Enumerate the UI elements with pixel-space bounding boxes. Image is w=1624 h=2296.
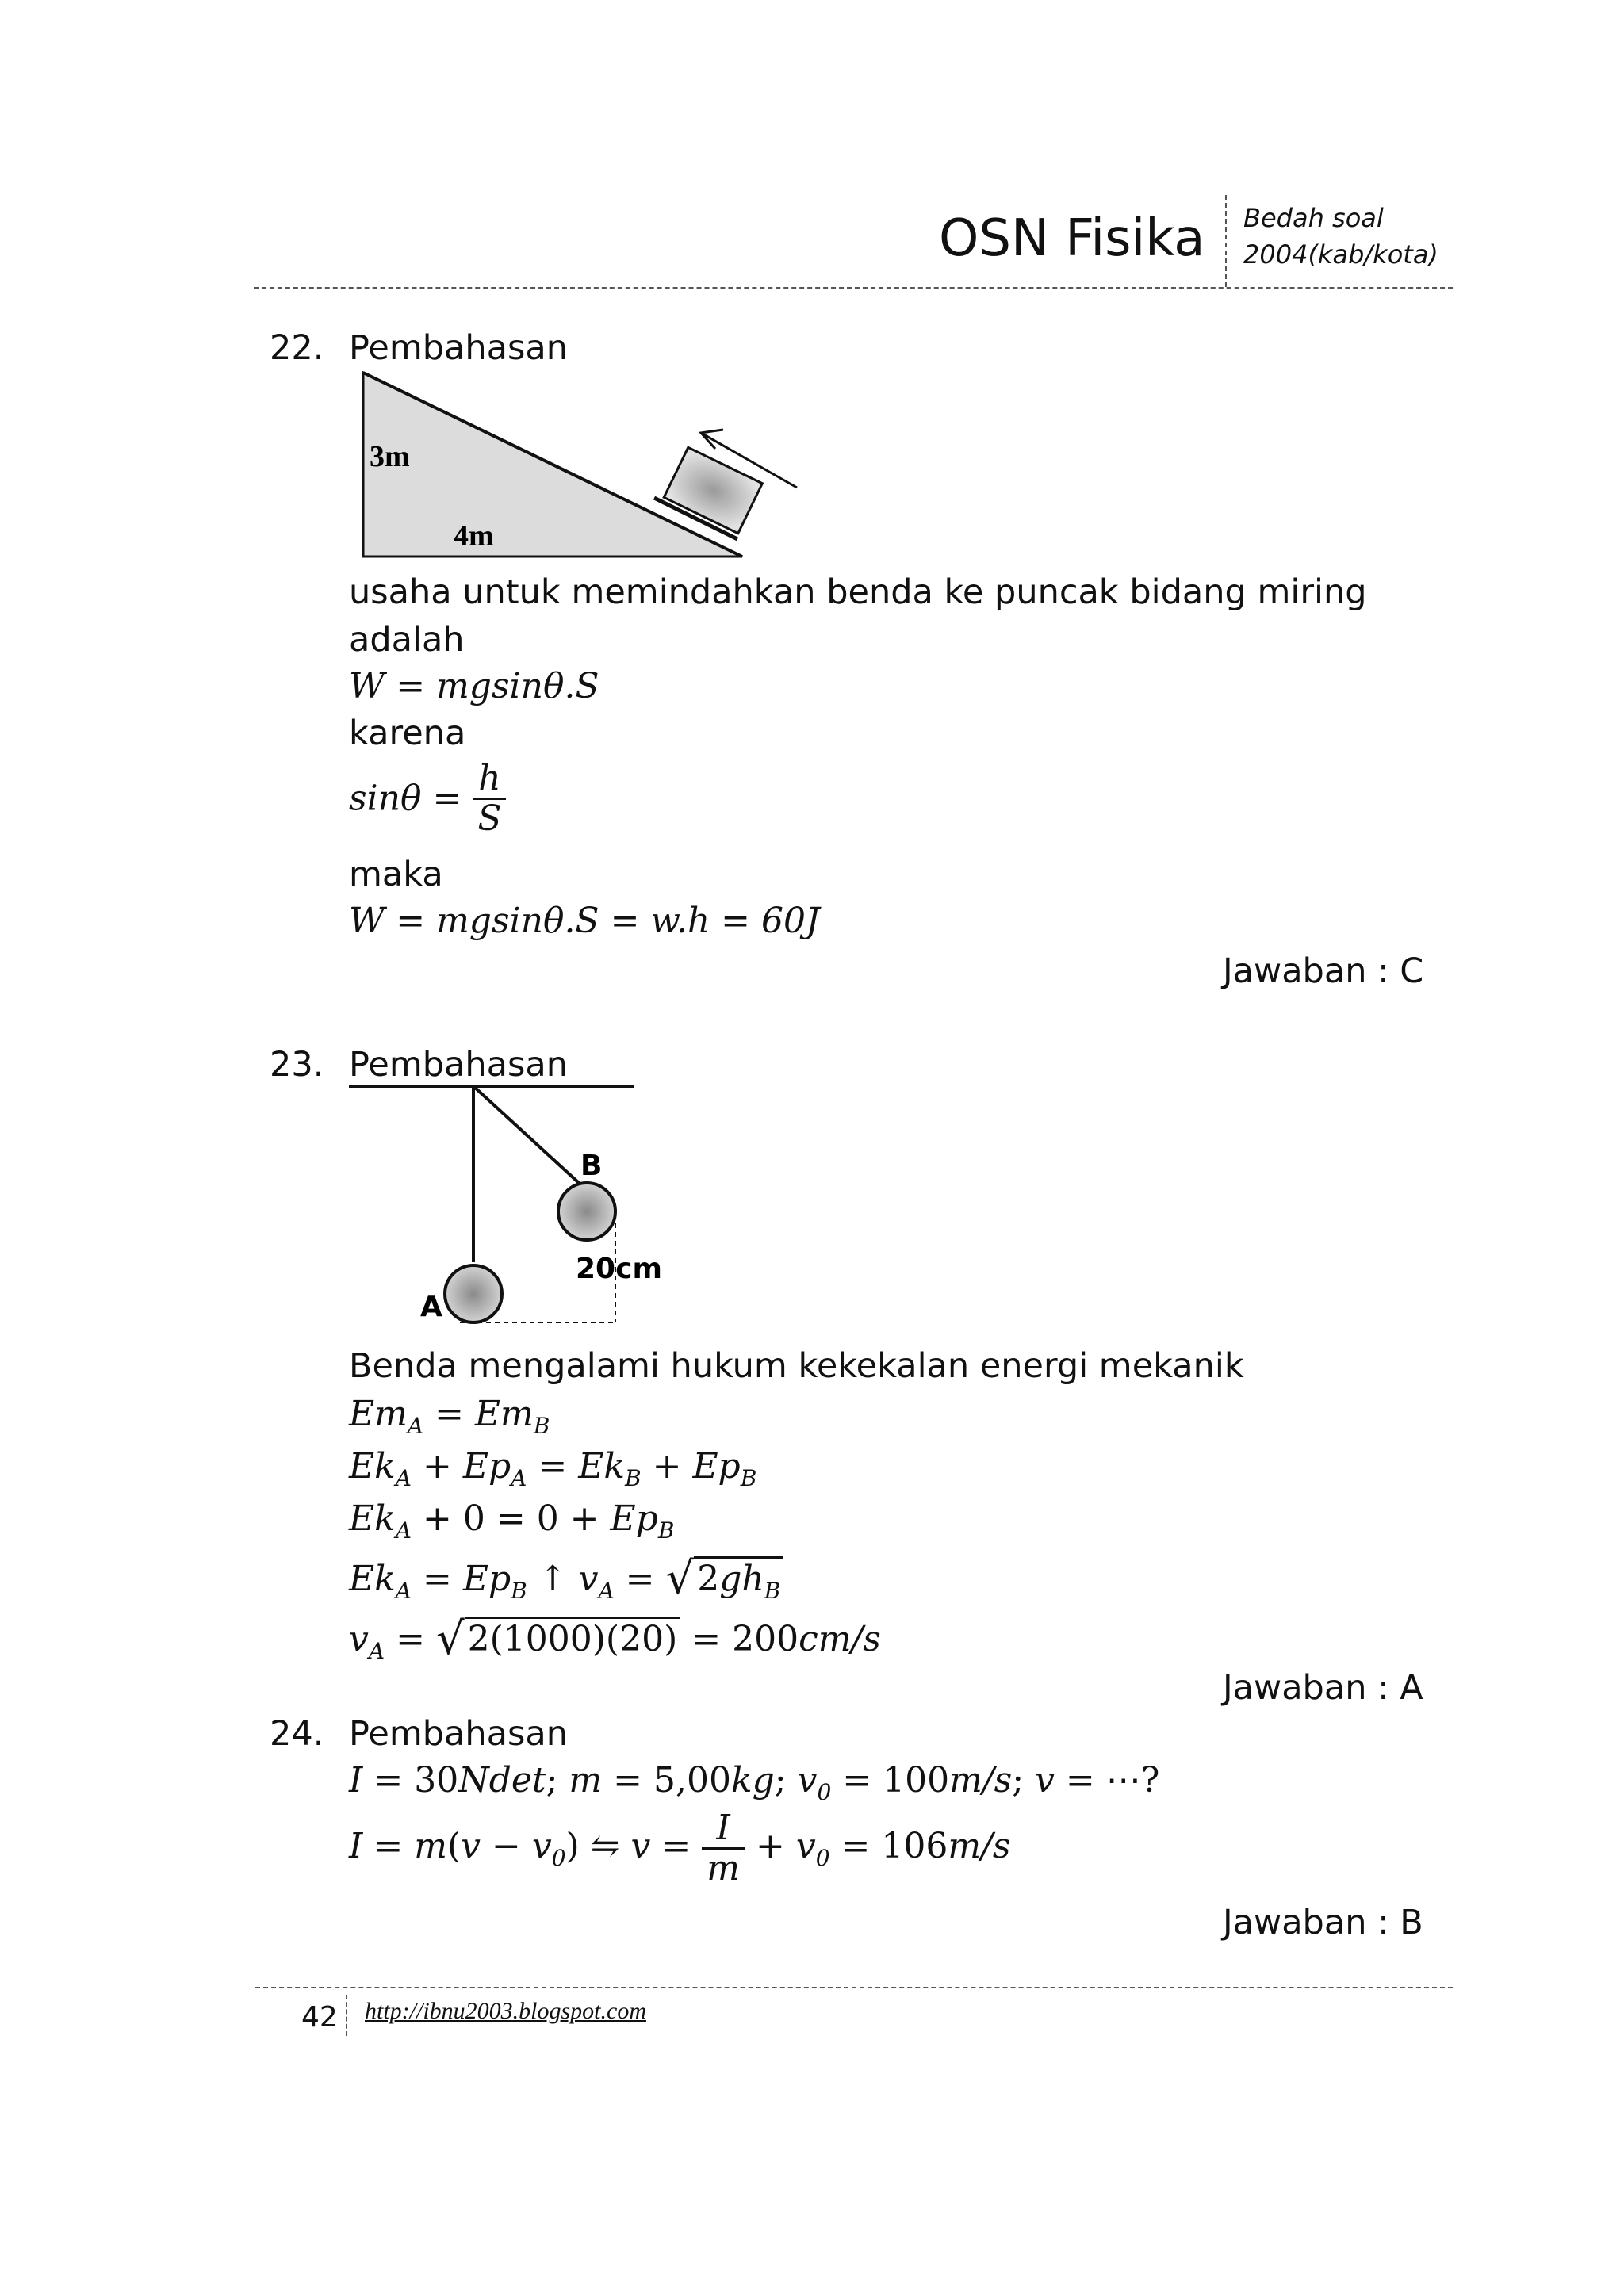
label-base-4m: 4m xyxy=(454,519,494,553)
q22-text-line1: usaha untuk memindahkan benda ke puncak bidang miring xyxy=(349,572,1367,612)
header-title: OSN Fisika xyxy=(939,209,1205,268)
q24-answer: Jawaban : B xyxy=(1223,1903,1423,1942)
string-b xyxy=(473,1086,579,1183)
header-subtitle-line1: Bedah soal xyxy=(1243,203,1384,233)
q24-heading: Pembahasan xyxy=(349,1714,568,1754)
q23-pendulum-figure xyxy=(349,1078,698,1332)
q23-number: 23. xyxy=(270,1045,324,1085)
q23-eq-velocity: $Ek_A = Ep_B$ ↑ $v_A = √2gh_B$ xyxy=(349,1552,783,1605)
fraction-i-over-m: $\frac{I}{m}$ xyxy=(702,1809,745,1888)
header-subtitle xyxy=(1243,200,1438,274)
q23-answer: Jawaban : A xyxy=(1223,1668,1423,1708)
header-divider xyxy=(1225,195,1227,287)
header-rule xyxy=(254,287,1453,289)
ball-b xyxy=(558,1183,615,1240)
q22-text-maka: maka xyxy=(349,855,443,894)
header-subtitle-line2: 2004(kab/kota) xyxy=(1243,239,1438,270)
page-number: 42 xyxy=(301,2001,338,2034)
fraction-h-over-s: $\frac{h}{S}$ xyxy=(473,760,506,839)
footer-url-link[interactable]: http://ibnu2003.blogspot.com xyxy=(365,1998,646,2024)
q23-eq-value: $v_A = √2(1000)(20) = 200cm/s$ xyxy=(349,1613,881,1665)
label-height-20cm: 20cm xyxy=(576,1253,662,1285)
q23-eq-sum: $Ek_A + Ep_A = Ek_B + Ep_B$ xyxy=(349,1446,757,1491)
q22-equation-result: W = mgsinθ.S = w.h = 60J xyxy=(349,901,820,941)
footer-rule xyxy=(255,1987,1453,1988)
q22-answer: Jawaban : C xyxy=(1223,951,1424,991)
q22-equation-sine: sinθ = $\frac{h}{S}$ xyxy=(349,760,506,839)
q22-number: 22. xyxy=(270,328,324,368)
q22-heading: Pembahasan xyxy=(349,328,568,368)
q24-eq-given: I = 30Ndet; m = 5,00kg; $v_0 = 100m/s$; v = ⋯? xyxy=(349,1760,1160,1805)
footer-divider xyxy=(346,1995,347,2036)
label-ball-b: B xyxy=(580,1150,603,1182)
label-height-3m: 3m xyxy=(370,440,410,473)
q22-equation-work: W = mgsinθ.S xyxy=(349,666,599,706)
q22-text-karena: karena xyxy=(349,714,466,753)
q24-eq-impulse: $I = m(v - v_0)$ ⇋ v = $\frac{I}{m}$ + $v_0 = 106m/s$ xyxy=(349,1808,1011,1889)
q23-text-line1: Benda mengalami hukum kekekalan energi mekanik xyxy=(349,1346,1244,1386)
label-ball-a: A xyxy=(420,1291,442,1323)
q22-incline-figure xyxy=(349,365,825,571)
q23-eq-em: $Em_A = Em_B$ xyxy=(349,1394,550,1439)
q23-eq-zero: $Ek_A + 0 = 0 + Ep_B$ xyxy=(349,1498,675,1544)
q22-text-line2: adalah xyxy=(349,620,465,660)
q23-heading: Pembahasan xyxy=(349,1045,568,1085)
q24-number: 24. xyxy=(270,1714,324,1754)
ball-a xyxy=(445,1265,502,1322)
